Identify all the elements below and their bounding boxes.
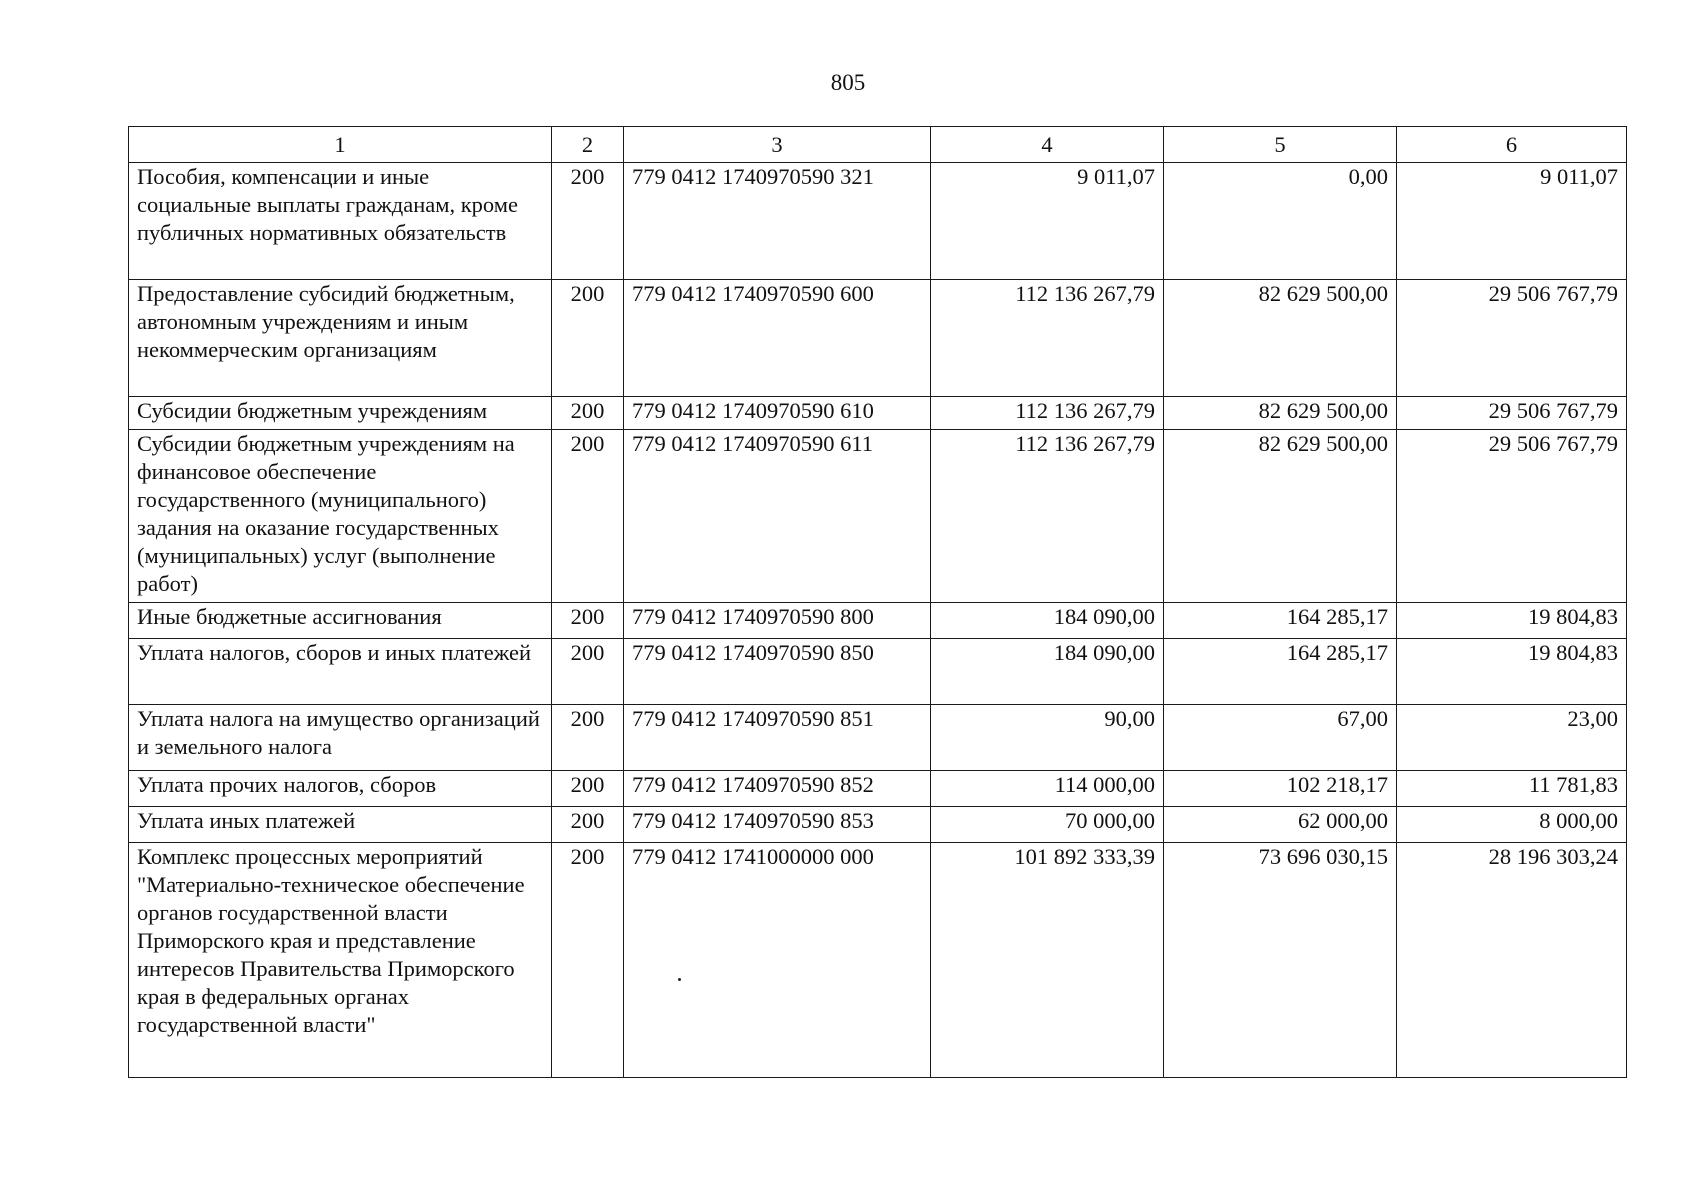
row-value-col5: 82 629 500,00 xyxy=(1164,430,1397,603)
budget-table xyxy=(128,126,1627,1078)
row-classification-code: 779 0412 1740970590 852 xyxy=(624,771,931,807)
table-row xyxy=(129,771,1627,807)
row-classification-code: 779 0412 1740970590 851 xyxy=(624,705,931,771)
row-classification-code: 779 0412 1740970590 800 xyxy=(624,603,931,639)
table-row xyxy=(129,705,1627,771)
row-value-col5: 102 218,17 xyxy=(1164,771,1397,807)
row-value-col5: 0,00 xyxy=(1164,163,1397,280)
scan-speck xyxy=(678,978,681,981)
row-classification-code: 779 0412 1740970590 853 xyxy=(624,807,931,843)
row-value-col4: 184 090,00 xyxy=(931,603,1164,639)
row-value-col6: 8 000,00 xyxy=(1397,807,1627,843)
table-row xyxy=(129,280,1627,397)
table-row xyxy=(129,430,1627,603)
header-col-4: 4 xyxy=(931,127,1164,163)
row-value-col4: 184 090,00 xyxy=(931,639,1164,705)
row-name: Субсидии бюджетным учреждениям xyxy=(129,397,552,430)
header-col-6: 6 xyxy=(1397,127,1627,163)
row-classification-code: 779 0412 1740970590 600 xyxy=(624,280,931,397)
table-row xyxy=(129,397,1627,430)
row-value-col4: 112 136 267,79 xyxy=(931,430,1164,603)
table-row xyxy=(129,639,1627,705)
row-value-col6: 28 196 303,24 xyxy=(1397,843,1627,1078)
row-admin-code: 200 xyxy=(552,163,624,280)
row-name: Пособия, компенсации и иные социальные выплаты гражданам, кроме публичных нормативных обязательств xyxy=(129,163,552,280)
row-admin-code: 200 xyxy=(552,280,624,397)
row-admin-code: 200 xyxy=(552,397,624,430)
row-name: Предоставление субсидий бюджетным, автономным учреждениям и иным некоммерческим организациям xyxy=(129,280,552,397)
row-classification-code: 779 0412 1740970590 850 xyxy=(624,639,931,705)
row-name: Уплата прочих налогов, сборов xyxy=(129,771,552,807)
row-classification-code: 779 0412 1740970590 611 xyxy=(624,430,931,603)
row-classification-code: 779 0412 1740970590 610 xyxy=(624,397,931,430)
header-row xyxy=(129,127,1627,163)
row-value-col6: 23,00 xyxy=(1397,705,1627,771)
row-value-col4: 114 000,00 xyxy=(931,771,1164,807)
table-row xyxy=(129,807,1627,843)
row-admin-code: 200 xyxy=(552,603,624,639)
row-name: Уплата налогов, сборов и иных платежей xyxy=(129,639,552,705)
row-name: Субсидии бюджетным учреждениям на финансовое обеспечение государственного (муниципального) задания на оказание государственных (муниципальных) услуг (выполнение работ) xyxy=(129,430,552,603)
row-value-col5: 67,00 xyxy=(1164,705,1397,771)
row-value-col5: 164 285,17 xyxy=(1164,639,1397,705)
row-admin-code: 200 xyxy=(552,430,624,603)
row-value-col6: 19 804,83 xyxy=(1397,603,1627,639)
row-admin-code: 200 xyxy=(552,807,624,843)
row-value-col6: 9 011,07 xyxy=(1397,163,1627,280)
row-value-col6: 29 506 767,79 xyxy=(1397,397,1627,430)
row-value-col5: 62 000,00 xyxy=(1164,807,1397,843)
row-value-col5: 82 629 500,00 xyxy=(1164,280,1397,397)
row-value-col6: 11 781,83 xyxy=(1397,771,1627,807)
header-col-2: 2 xyxy=(552,127,624,163)
row-value-col4: 9 011,07 xyxy=(931,163,1164,280)
row-admin-code: 200 xyxy=(552,705,624,771)
row-value-col4: 70 000,00 xyxy=(931,807,1164,843)
row-classification-code: 779 0412 1741000000 000 xyxy=(624,843,931,1078)
row-value-col6: 19 804,83 xyxy=(1397,639,1627,705)
row-value-col4: 112 136 267,79 xyxy=(931,397,1164,430)
row-value-col6: 29 506 767,79 xyxy=(1397,280,1627,397)
row-name: Уплата налога на имущество организаций и земельного налога xyxy=(129,705,552,771)
row-value-col5: 164 285,17 xyxy=(1164,603,1397,639)
table-row xyxy=(129,843,1627,1078)
row-name: Иные бюджетные ассигнования xyxy=(129,603,552,639)
row-value-col4: 90,00 xyxy=(931,705,1164,771)
page-number: 805 xyxy=(830,70,866,95)
table-row xyxy=(129,603,1627,639)
header-col-5: 5 xyxy=(1164,127,1397,163)
row-admin-code: 200 xyxy=(552,843,624,1078)
row-admin-code: 200 xyxy=(552,771,624,807)
table-row xyxy=(129,163,1627,280)
row-name: Комплекс процессных мероприятий "Материально-техническое обеспечение органов государственной власти Приморского края и представление интересов Правительства Приморского края в федеральных органах государственной власти" xyxy=(129,843,552,1078)
row-value-col4: 112 136 267,79 xyxy=(931,280,1164,397)
row-admin-code: 200 xyxy=(552,639,624,705)
header-col-1: 1 xyxy=(129,127,552,163)
row-name: Уплата иных платежей xyxy=(129,807,552,843)
header-col-3: 3 xyxy=(624,127,931,163)
row-value-col6: 29 506 767,79 xyxy=(1397,430,1627,603)
row-value-col4: 101 892 333,39 xyxy=(931,843,1164,1078)
row-classification-code: 779 0412 1740970590 321 xyxy=(624,163,931,280)
row-value-col5: 82 629 500,00 xyxy=(1164,397,1397,430)
row-value-col5: 73 696 030,15 xyxy=(1164,843,1397,1078)
